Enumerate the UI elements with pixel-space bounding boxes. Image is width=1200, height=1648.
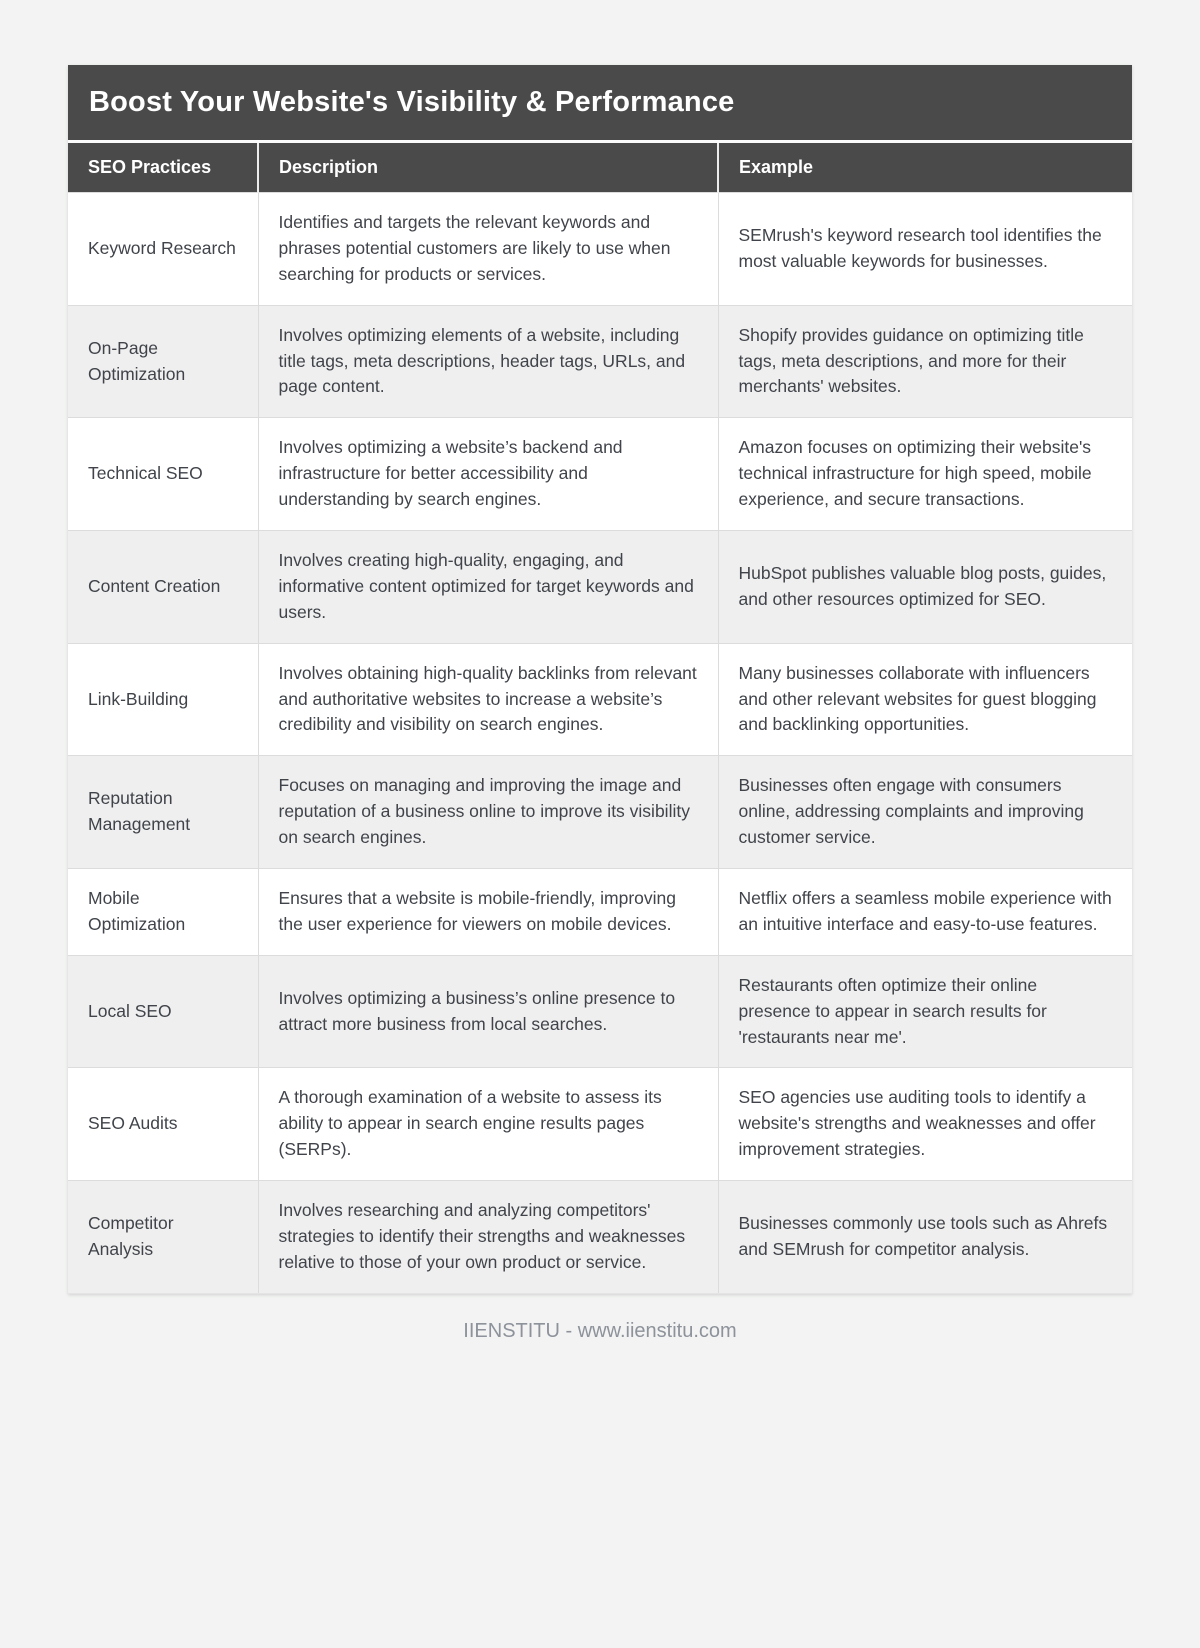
practice-cell: On-Page Optimization [68, 305, 258, 418]
description-cell: Involves obtaining high-quality backlinks from relevant and authoritative websites to increase a website’s credibility and visibility on search engines. [258, 643, 718, 756]
table-row [68, 193, 1132, 306]
description-cell: A thorough examination of a website to assess its ability to appear in search engine results pages (SERPs). [258, 1068, 718, 1181]
practice-cell: Technical SEO [68, 418, 258, 531]
example-cell: HubSpot publishes valuable blog posts, guides, and other resources optimized for SEO. [718, 531, 1132, 644]
table-row [68, 643, 1132, 756]
column-header-example: Example [718, 143, 1132, 193]
practice-cell: Keyword Research [68, 193, 258, 306]
table-row [68, 1181, 1132, 1294]
example-cell: Restaurants often optimize their online presence to appear in search results for 'restaurants near me'. [718, 955, 1132, 1068]
table-row [68, 305, 1132, 418]
table-header [68, 143, 1132, 193]
column-header-seo-practices: SEO Practices [68, 143, 258, 193]
table-row [68, 418, 1132, 531]
example-cell: Shopify provides guidance on optimizing title tags, meta descriptions, and more for their merchants' websites. [718, 305, 1132, 418]
seo-practices-table [68, 143, 1132, 1294]
table-row [68, 869, 1132, 956]
description-cell: Involves researching and analyzing competitors' strategies to identify their strengths and weaknesses relative to those of your own product or service. [258, 1181, 718, 1294]
description-cell: Involves optimizing elements of a website, including title tags, meta descriptions, header tags, URLs, and page content. [258, 305, 718, 418]
practice-cell: Content Creation [68, 531, 258, 644]
description-cell: Involves optimizing a business’s online presence to attract more business from local searches. [258, 955, 718, 1068]
table-header-row [68, 143, 1132, 193]
example-cell: SEO agencies use auditing tools to identify a website's strengths and weaknesses and offer improvement strategies. [718, 1068, 1132, 1181]
table-body [68, 193, 1132, 1294]
footer-credit: IIENSTITU - www.iienstitu.com [463, 1319, 737, 1342]
example-cell: Businesses often engage with consumers online, addressing complaints and improving customer service. [718, 756, 1132, 869]
practice-cell: Link-Building [68, 643, 258, 756]
description-cell: Identifies and targets the relevant keywords and phrases potential customers are likely to use when searching for products or services. [258, 193, 718, 306]
practice-cell: SEO Audits [68, 1068, 258, 1181]
practice-cell: Mobile Optimization [68, 869, 258, 956]
example-cell: SEMrush's keyword research tool identifies the most valuable keywords for businesses. [718, 193, 1132, 306]
table-row [68, 955, 1132, 1068]
example-cell: Businesses commonly use tools such as Ahrefs and SEMrush for competitor analysis. [718, 1181, 1132, 1294]
description-cell: Focuses on managing and improving the image and reputation of a business online to improve its visibility on search engines. [258, 756, 718, 869]
column-header-description: Description [258, 143, 718, 193]
table-row [68, 756, 1132, 869]
page-title: Boost Your Website's Visibility & Performance [68, 65, 1132, 143]
table-row [68, 1068, 1132, 1181]
practice-cell: Local SEO [68, 955, 258, 1068]
practice-cell: Reputation Management [68, 756, 258, 869]
description-cell: Involves creating high-quality, engaging, and informative content optimized for target keywords and users. [258, 531, 718, 644]
seo-table-card [68, 65, 1132, 1294]
example-cell: Amazon focuses on optimizing their website's technical infrastructure for high speed, mobile experience, and secure transactions. [718, 418, 1132, 531]
practice-cell: Competitor Analysis [68, 1181, 258, 1294]
example-cell: Many businesses collaborate with influencers and other relevant websites for guest blogging and backlinking opportunities. [718, 643, 1132, 756]
description-cell: Ensures that a website is mobile-friendly, improving the user experience for viewers on mobile devices. [258, 869, 718, 956]
example-cell: Netflix offers a seamless mobile experience with an intuitive interface and easy-to-use features. [718, 869, 1132, 956]
description-cell: Involves optimizing a website’s backend and infrastructure for better accessibility and understanding by search engines. [258, 418, 718, 531]
table-row [68, 531, 1132, 644]
